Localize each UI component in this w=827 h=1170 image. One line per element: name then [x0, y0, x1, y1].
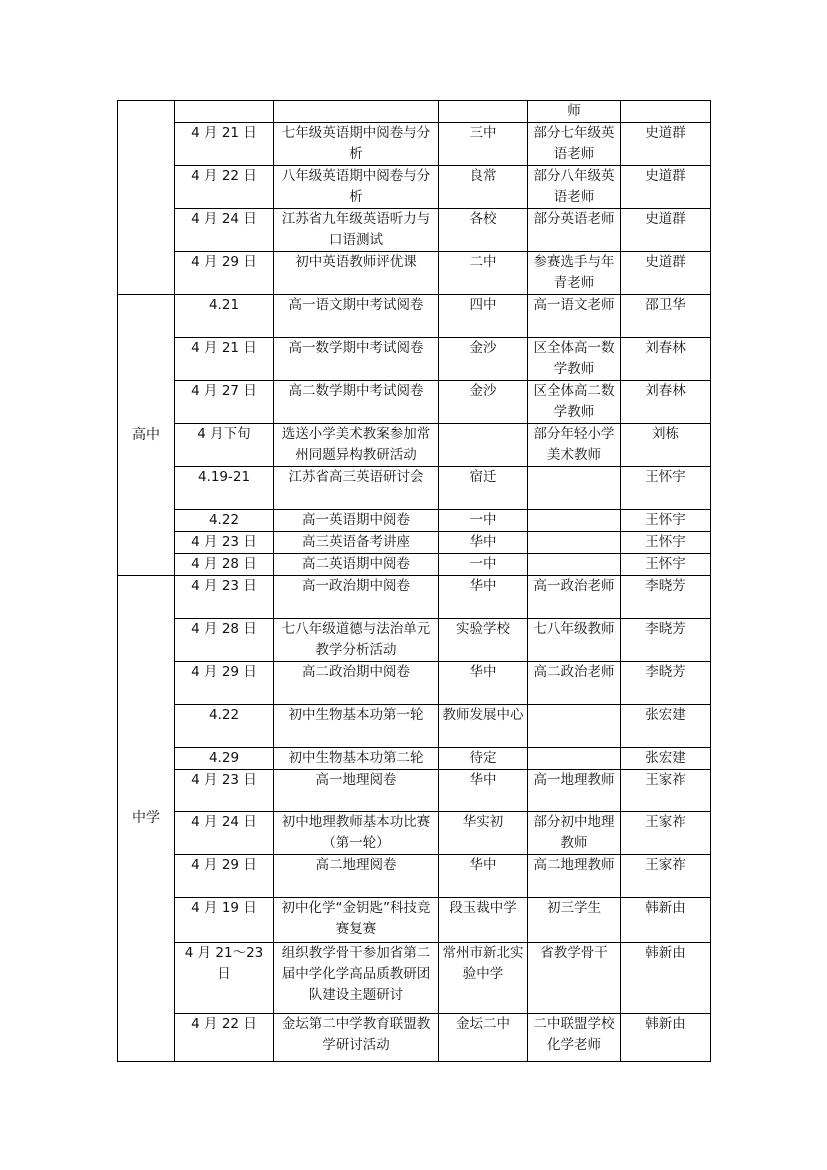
table-row: [118, 123, 711, 166]
activity-cell: 高一政治期中阅卷: [274, 576, 439, 619]
location-cell: 各校: [439, 209, 528, 252]
table-row: [118, 619, 711, 662]
person-cell: 王怀宇: [621, 554, 711, 576]
person-cell: 张宏建: [621, 705, 711, 748]
date-cell: 4 月下旬: [175, 424, 274, 467]
person-cell: 史道群: [621, 166, 711, 209]
activity-cell: 高一数学期中考试阅卷: [274, 338, 439, 381]
activity-cell: 初中地理教师基本功比赛（第一轮）: [274, 812, 439, 855]
participants-cell: [528, 467, 621, 510]
table-row: [118, 770, 711, 812]
date-cell: 4 月 29 日: [175, 252, 274, 295]
table-row: [118, 209, 711, 252]
date-cell: 4 月 28 日: [175, 619, 274, 662]
person-cell: 刘春林: [621, 338, 711, 381]
activity-cell: 高二政治期中阅卷: [274, 662, 439, 705]
activity-cell: 金坛第二中学教育联盟教学研讨活动: [274, 1014, 439, 1062]
participants-cell: 部分七年级英语老师: [528, 123, 621, 166]
participants-cell: [528, 748, 621, 770]
location-cell: [439, 424, 528, 467]
date-cell: 4 月 29 日: [175, 855, 274, 898]
location-cell: 一中: [439, 510, 528, 532]
activity-cell: 高二英语期中阅卷: [274, 554, 439, 576]
activity-cell: 初中英语教师评优课: [274, 252, 439, 295]
person-cell: 张宏建: [621, 748, 711, 770]
table-row: [118, 1014, 711, 1062]
participants-cell: [528, 554, 621, 576]
location-cell: 一中: [439, 554, 528, 576]
table-row: [118, 705, 711, 748]
location-cell: 宿迁: [439, 467, 528, 510]
participants-cell: 省教学骨干: [528, 943, 621, 1014]
activity-cell: 八年级英语期中阅卷与分析: [274, 166, 439, 209]
group-label-cell: [118, 101, 175, 295]
person-cell: 李晓芳: [621, 619, 711, 662]
date-cell: 4.22: [175, 510, 274, 532]
group-label-cell: 中学: [118, 576, 175, 1062]
location-cell: 四中: [439, 295, 528, 338]
person-cell: [621, 101, 711, 123]
location-cell: [439, 101, 528, 123]
location-cell: 华中: [439, 770, 528, 812]
participants-cell: 师: [528, 101, 621, 123]
person-cell: 王怀宇: [621, 510, 711, 532]
participants-cell: [528, 510, 621, 532]
date-cell: 4 月 21 日: [175, 338, 274, 381]
participants-cell: [528, 705, 621, 748]
activity-cell: 初中化学“金钥匙”科技竞赛复赛: [274, 898, 439, 943]
table-row: [118, 898, 711, 943]
schedule-body: [118, 101, 711, 1062]
person-cell: 王家祚: [621, 812, 711, 855]
person-cell: 史道群: [621, 209, 711, 252]
location-cell: 段玉裁中学: [439, 898, 528, 943]
activity-cell: 高一地理阅卷: [274, 770, 439, 812]
table-row: [118, 252, 711, 295]
activity-cell: 高三英语备考讲座: [274, 532, 439, 554]
table-row: [118, 855, 711, 898]
person-cell: 王怀宇: [621, 467, 711, 510]
activity-cell: 选送小学美术教案参加常州同题异构教研活动: [274, 424, 439, 467]
date-cell: 4 月 27 日: [175, 381, 274, 424]
participants-cell: 高一语文老师: [528, 295, 621, 338]
activity-cell: 高二数学期中考试阅卷: [274, 381, 439, 424]
location-cell: 金坛二中: [439, 1014, 528, 1062]
table-row: [118, 166, 711, 209]
participants-cell: 参赛选手与年青老师: [528, 252, 621, 295]
table-row: [118, 295, 711, 338]
date-cell: [175, 101, 274, 123]
activity-cell: 初中生物基本功第二轮: [274, 748, 439, 770]
table-row: [118, 662, 711, 705]
table-row: [118, 748, 711, 770]
date-cell: 4 月 23 日: [175, 576, 274, 619]
date-cell: 4 月 23 日: [175, 770, 274, 812]
participants-cell: 二中联盟学校化学老师: [528, 1014, 621, 1062]
location-cell: 金沙: [439, 338, 528, 381]
location-cell: 华中: [439, 855, 528, 898]
person-cell: 史道群: [621, 123, 711, 166]
activity-cell: 江苏省九年级英语听力与口语测试: [274, 209, 439, 252]
date-cell: 4 月 23 日: [175, 532, 274, 554]
location-cell: 常州市新北实验中学: [439, 943, 528, 1014]
activity-cell: 高二地理阅卷: [274, 855, 439, 898]
activity-cell: 七年级英语期中阅卷与分析: [274, 123, 439, 166]
person-cell: 王家祚: [621, 855, 711, 898]
person-cell: 韩新由: [621, 898, 711, 943]
table-row: [118, 576, 711, 619]
date-cell: 4 月 29 日: [175, 662, 274, 705]
participants-cell: 区全体高一数学教师: [528, 338, 621, 381]
activity-cell: 组织教学骨干参加省第二届中学化学高品质教研团队建设主题研讨: [274, 943, 439, 1014]
participants-cell: 区全体高二数学教师: [528, 381, 621, 424]
activity-cell: 初中生物基本功第一轮: [274, 705, 439, 748]
activity-cell: 江苏省高三英语研讨会: [274, 467, 439, 510]
date-cell: 4 月 28 日: [175, 554, 274, 576]
participants-cell: 部分年轻小学美术教师: [528, 424, 621, 467]
location-cell: 华中: [439, 532, 528, 554]
location-cell: 实验学校: [439, 619, 528, 662]
person-cell: 李晓芳: [621, 662, 711, 705]
date-cell: 4 月 21～23 日: [175, 943, 274, 1014]
group-label-cell: 高中: [118, 295, 175, 576]
location-cell: 待定: [439, 748, 528, 770]
person-cell: 史道群: [621, 252, 711, 295]
date-cell: 4 月 24 日: [175, 209, 274, 252]
participants-cell: 高二政治老师: [528, 662, 621, 705]
date-cell: 4.29: [175, 748, 274, 770]
date-cell: 4 月 19 日: [175, 898, 274, 943]
date-cell: 4 月 22 日: [175, 166, 274, 209]
date-cell: 4 月 24 日: [175, 812, 274, 855]
location-cell: 三中: [439, 123, 528, 166]
participants-cell: 七八年级教师: [528, 619, 621, 662]
person-cell: 刘春林: [621, 381, 711, 424]
activity-cell: 高一语文期中考试阅卷: [274, 295, 439, 338]
table-row: [118, 510, 711, 532]
table-row: [118, 101, 711, 123]
table-row: [118, 943, 711, 1014]
table-row: [118, 424, 711, 467]
date-cell: 4.21: [175, 295, 274, 338]
date-cell: 4.22: [175, 705, 274, 748]
person-cell: 韩新由: [621, 943, 711, 1014]
location-cell: 良常: [439, 166, 528, 209]
date-cell: 4.19-21: [175, 467, 274, 510]
activity-cell: 高一英语期中阅卷: [274, 510, 439, 532]
person-cell: 王怀宇: [621, 532, 711, 554]
participants-cell: 部分英语老师: [528, 209, 621, 252]
person-cell: 李晓芳: [621, 576, 711, 619]
person-cell: 王家祚: [621, 770, 711, 812]
date-cell: 4 月 22 日: [175, 1014, 274, 1062]
activity-cell: 七八年级道德与法治单元教学分析活动: [274, 619, 439, 662]
table-row: [118, 554, 711, 576]
date-cell: 4 月 21 日: [175, 123, 274, 166]
location-cell: 华中: [439, 662, 528, 705]
table-row: [118, 467, 711, 510]
participants-cell: 部分初中地理教师: [528, 812, 621, 855]
participants-cell: 高二地理教师: [528, 855, 621, 898]
table-row: [118, 812, 711, 855]
person-cell: 邵卫华: [621, 295, 711, 338]
person-cell: 刘栋: [621, 424, 711, 467]
participants-cell: 初三学生: [528, 898, 621, 943]
table-row: [118, 532, 711, 554]
location-cell: 二中: [439, 252, 528, 295]
location-cell: 教师发展中心: [439, 705, 528, 748]
activity-cell: [274, 101, 439, 123]
table-row: [118, 381, 711, 424]
participants-cell: 高一政治老师: [528, 576, 621, 619]
person-cell: 韩新由: [621, 1014, 711, 1062]
location-cell: 华中: [439, 576, 528, 619]
activity-schedule-table: [117, 100, 711, 1062]
table-row: [118, 338, 711, 381]
participants-cell: 部分八年级英语老师: [528, 166, 621, 209]
participants-cell: [528, 532, 621, 554]
location-cell: 金沙: [439, 381, 528, 424]
participants-cell: 高一地理教师: [528, 770, 621, 812]
location-cell: 华实初: [439, 812, 528, 855]
